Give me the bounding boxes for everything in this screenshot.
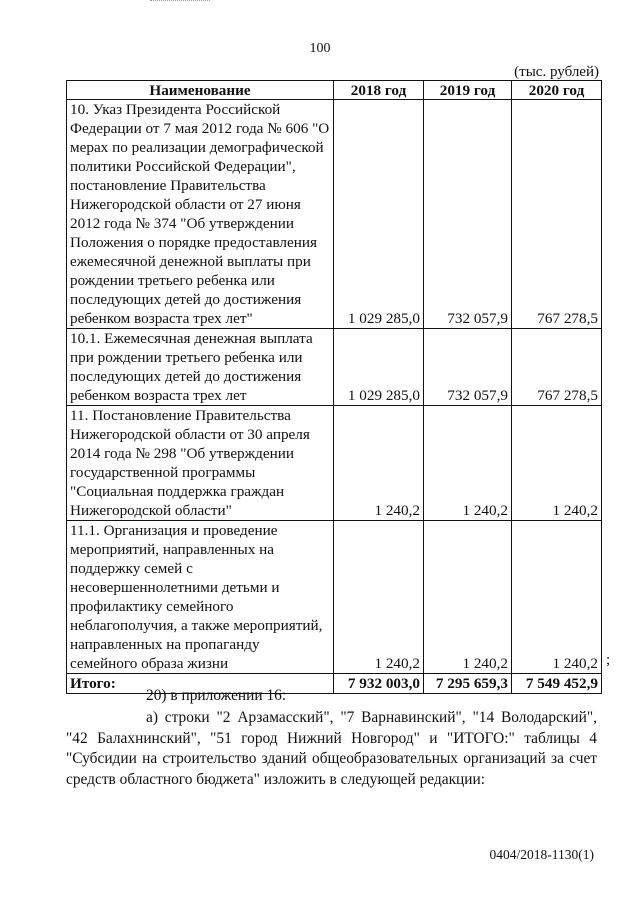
budget-table (66, 80, 602, 694)
row-2018: 1 240,2 (334, 521, 424, 674)
row-2020: 767 278,5 (512, 329, 602, 406)
document-code: 0404/2018-1130(1) (489, 847, 594, 862)
page-number: 100 (309, 41, 331, 56)
header-name: Наименование (67, 81, 334, 100)
row-2019: 1 240,2 (424, 521, 512, 674)
row-2018: 1 029 285,0 (334, 100, 424, 329)
header-2020: 2020 год (512, 81, 602, 100)
row-2019: 732 057,9 (424, 329, 512, 406)
row-2019: 1 240,2 (424, 406, 512, 521)
row-name: 10. Указ Президента Российской Федерации от 7 мая 2012 года № 606 "О мерах по реализации демографической политики Российской Федерации", постановление Правительства Нижегородской области от 27 июня 2012 года № 374 "Об утверждении Положения о порядке предоставления ежемесячной денежной выплаты при рождении третьего ребенка или последующих детей до достижения ребенком возраста трех лет" (67, 100, 334, 329)
row-name: 11. Постановление Правительства Нижегородской области от 30 апреля 2014 года № 298 "Об утверждении государственной программы "Социальная поддержка граждан Нижегородской области" (67, 406, 334, 521)
table-row (67, 329, 602, 406)
row-2019: 732 057,9 (424, 100, 512, 329)
item-heading: 20) в приложении 16: (146, 687, 287, 704)
total-2019: 7 295 659,3 (424, 674, 512, 694)
item-body: а) строки "2 Арзамасский", "7 Варнавинский", "14 Володарский", "42 Балахнинский", "51 город Нижний Новгород" и "ИТОГО:" таблицы 4 "Субсидии на строительство зданий общеобразовательных организаций за счет средств областного бюджета" изложить в следующей редакции: (66, 709, 597, 788)
row-2020: 1 240,2 (512, 521, 602, 674)
scan-artifact (150, 0, 210, 4)
header-2019: 2019 год (424, 81, 512, 100)
total-2020: 7 549 452,9 (512, 674, 602, 694)
row-name: 10.1. Ежемесячная денежная выплата при рождении третьего ребенка или последующих детей до достижения ребенком возраста трех лет (67, 329, 334, 406)
row-name: 11.1. Организация и проведение мероприятий, направленных на поддержку семей с несовершеннолетними детьми и профилактику семейного неблагополучия, а также мероприятий, направленных на пропаганду семейного образа жизни (67, 521, 334, 674)
row-2018: 1 240,2 (334, 406, 424, 521)
table-row (67, 521, 602, 674)
table-row (67, 406, 602, 521)
units-label: (тыс. рублей) (514, 64, 599, 80)
row-2020: 767 278,5 (512, 100, 602, 329)
table-row (67, 100, 602, 329)
total-label: Итого: (67, 674, 334, 694)
table-header-row (67, 81, 602, 100)
trailing-semicolon: ; (606, 652, 611, 668)
header-2018: 2018 год (334, 81, 424, 100)
row-2020: 1 240,2 (512, 406, 602, 521)
total-2018: 7 932 003,0 (334, 674, 424, 694)
row-2018: 1 029 285,0 (334, 329, 424, 406)
